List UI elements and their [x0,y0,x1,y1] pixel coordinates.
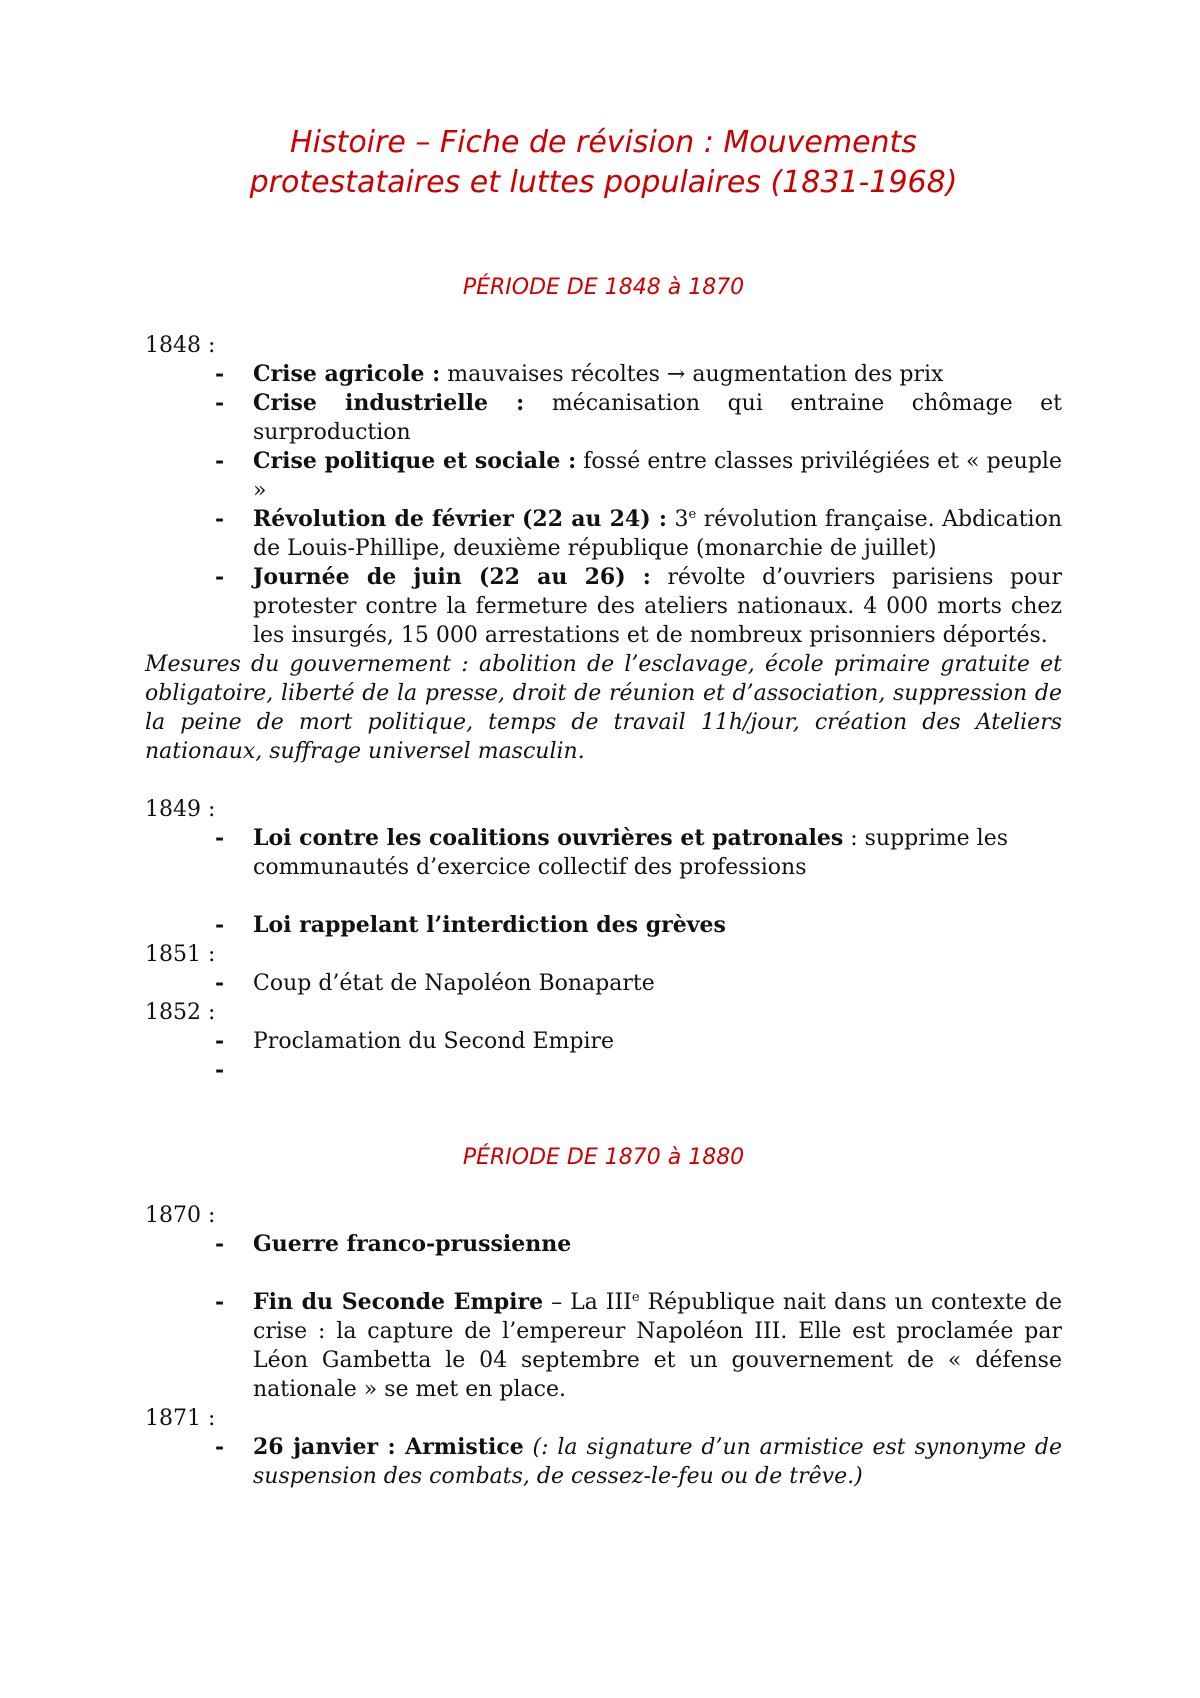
bullet-dash: - [215,1028,225,1054]
item-text: mécanisation qui entraine chômage et surproduction [253,391,1063,445]
bullet-dash: - [215,970,225,996]
title-line-2: protestataires et luttes populaires (1831-1968) [249,165,958,200]
bullet-dash: - [215,825,225,851]
year-label-1851: 1851 : [145,942,216,967]
item-text: révolution française. Abdication de Louis-Phillipe, deuxième république (monarchie de juillet) [253,507,1062,561]
item-text: révolte d’ouvriers parisiens pour protester contre la fermeture des ateliers nationaux. 4 000 morts chez les insurgés, 15 000 arrestations et de nombreux prisonniers déportés. [253,565,1062,648]
item-text: République nait dans un contexte de crise : la capture de l’empereur Napoléon III. Elle est proclamée par Léon Gambetta le 04 septembre et un gouvernement de « défense nationale » se met en place. [253,1290,1062,1402]
item-heading: Loi contre les coalitions ouvrières et patronales [253,825,844,851]
item-heading: Crise politique et sociale : [253,448,577,474]
bullet-dash: - [215,361,225,387]
item-heading: 26 janvier : Armistice [253,1434,524,1460]
year-label-1848: 1848 : [145,333,216,358]
item-heading: Crise industrielle : [253,390,525,416]
bullet-dash: - [215,1231,225,1257]
item-text: Coup d’état de Napoléon Bonaparte [253,971,655,996]
title-line-1: Histoire – Fiche de révision : Mouvements [290,125,917,160]
list-item [145,505,1062,563]
item-heading: Fin du Seconde Empire [253,1289,544,1315]
year-label-1871: 1871 : [145,1406,216,1431]
bullet-dash: - [215,1289,225,1315]
bullet-dash: - [215,1057,225,1083]
bullet-dash: - [215,506,225,532]
list-item [145,1027,1062,1056]
section-heading-1870-1880: PÉRIODE DE 1870 à 1880 [462,1145,745,1170]
item-heading: Journée de juin (22 au 26) : [253,564,651,590]
item-text: fossé entre classes privilégiées et « peuple » [253,449,1062,503]
item-text: : supprime les communautés d’exercice collectif des professions [253,826,1009,880]
list-item [145,389,1062,447]
item-text: augmentation des prix [685,362,944,387]
item-text: Proclamation du Second Empire [253,1029,615,1054]
superscript: e [631,1290,640,1305]
item-text: 3 [666,507,689,532]
item-text: – La III [543,1290,632,1315]
bullet-dash: - [215,564,225,590]
item-italic-text: (: la signature d’un armistice est synonyme de suspension des combats, de cessez-le-feu ou de trêve.) [253,1435,1062,1489]
year-label-1870: 1870 : [145,1203,216,1228]
list-item [145,969,1062,998]
bullet-dash: - [215,448,225,474]
bullet-dash: - [215,912,225,938]
list-item [145,1433,1062,1491]
list-item [145,563,1062,650]
list-item [145,911,1062,940]
year-label-1849: 1849 : [145,797,216,822]
bullet-dash: - [215,1434,225,1460]
list-item [145,360,1062,389]
empty-list-item [145,1056,1062,1085]
item-heading: Loi rappelant l’interdiction des grèves [253,912,726,938]
section-heading-1848-1870: PÉRIODE DE 1848 à 1870 [462,275,745,300]
superscript: e [688,507,697,522]
item-heading: Révolution de février (22 au 24) : [253,506,667,532]
document-content [145,123,1062,1491]
list-item [145,1288,1062,1404]
year-label-1852: 1852 : [145,1000,216,1025]
bullet-dash: - [215,390,225,416]
item-text: mauvaises récoltes [440,362,667,387]
item-heading: Guerre franco-prussienne [253,1231,572,1257]
list-item [145,1230,1062,1259]
arrow-icon: → [666,362,686,387]
government-measures-note: Mesures du gouvernement : abolition de l’esclavage, école primaire gratuite et obligatoire, liberté de la presse, droit de réunion et d’association, suppression de la peine de mort politique, temps de travail 11h/jour, création des Ateliers nationaux, suffrage universel masculin. [145,652,1062,764]
document-title [145,123,1062,203]
list-item [145,824,1062,882]
list-item [145,447,1062,505]
item-heading: Crise agricole : [253,361,441,387]
